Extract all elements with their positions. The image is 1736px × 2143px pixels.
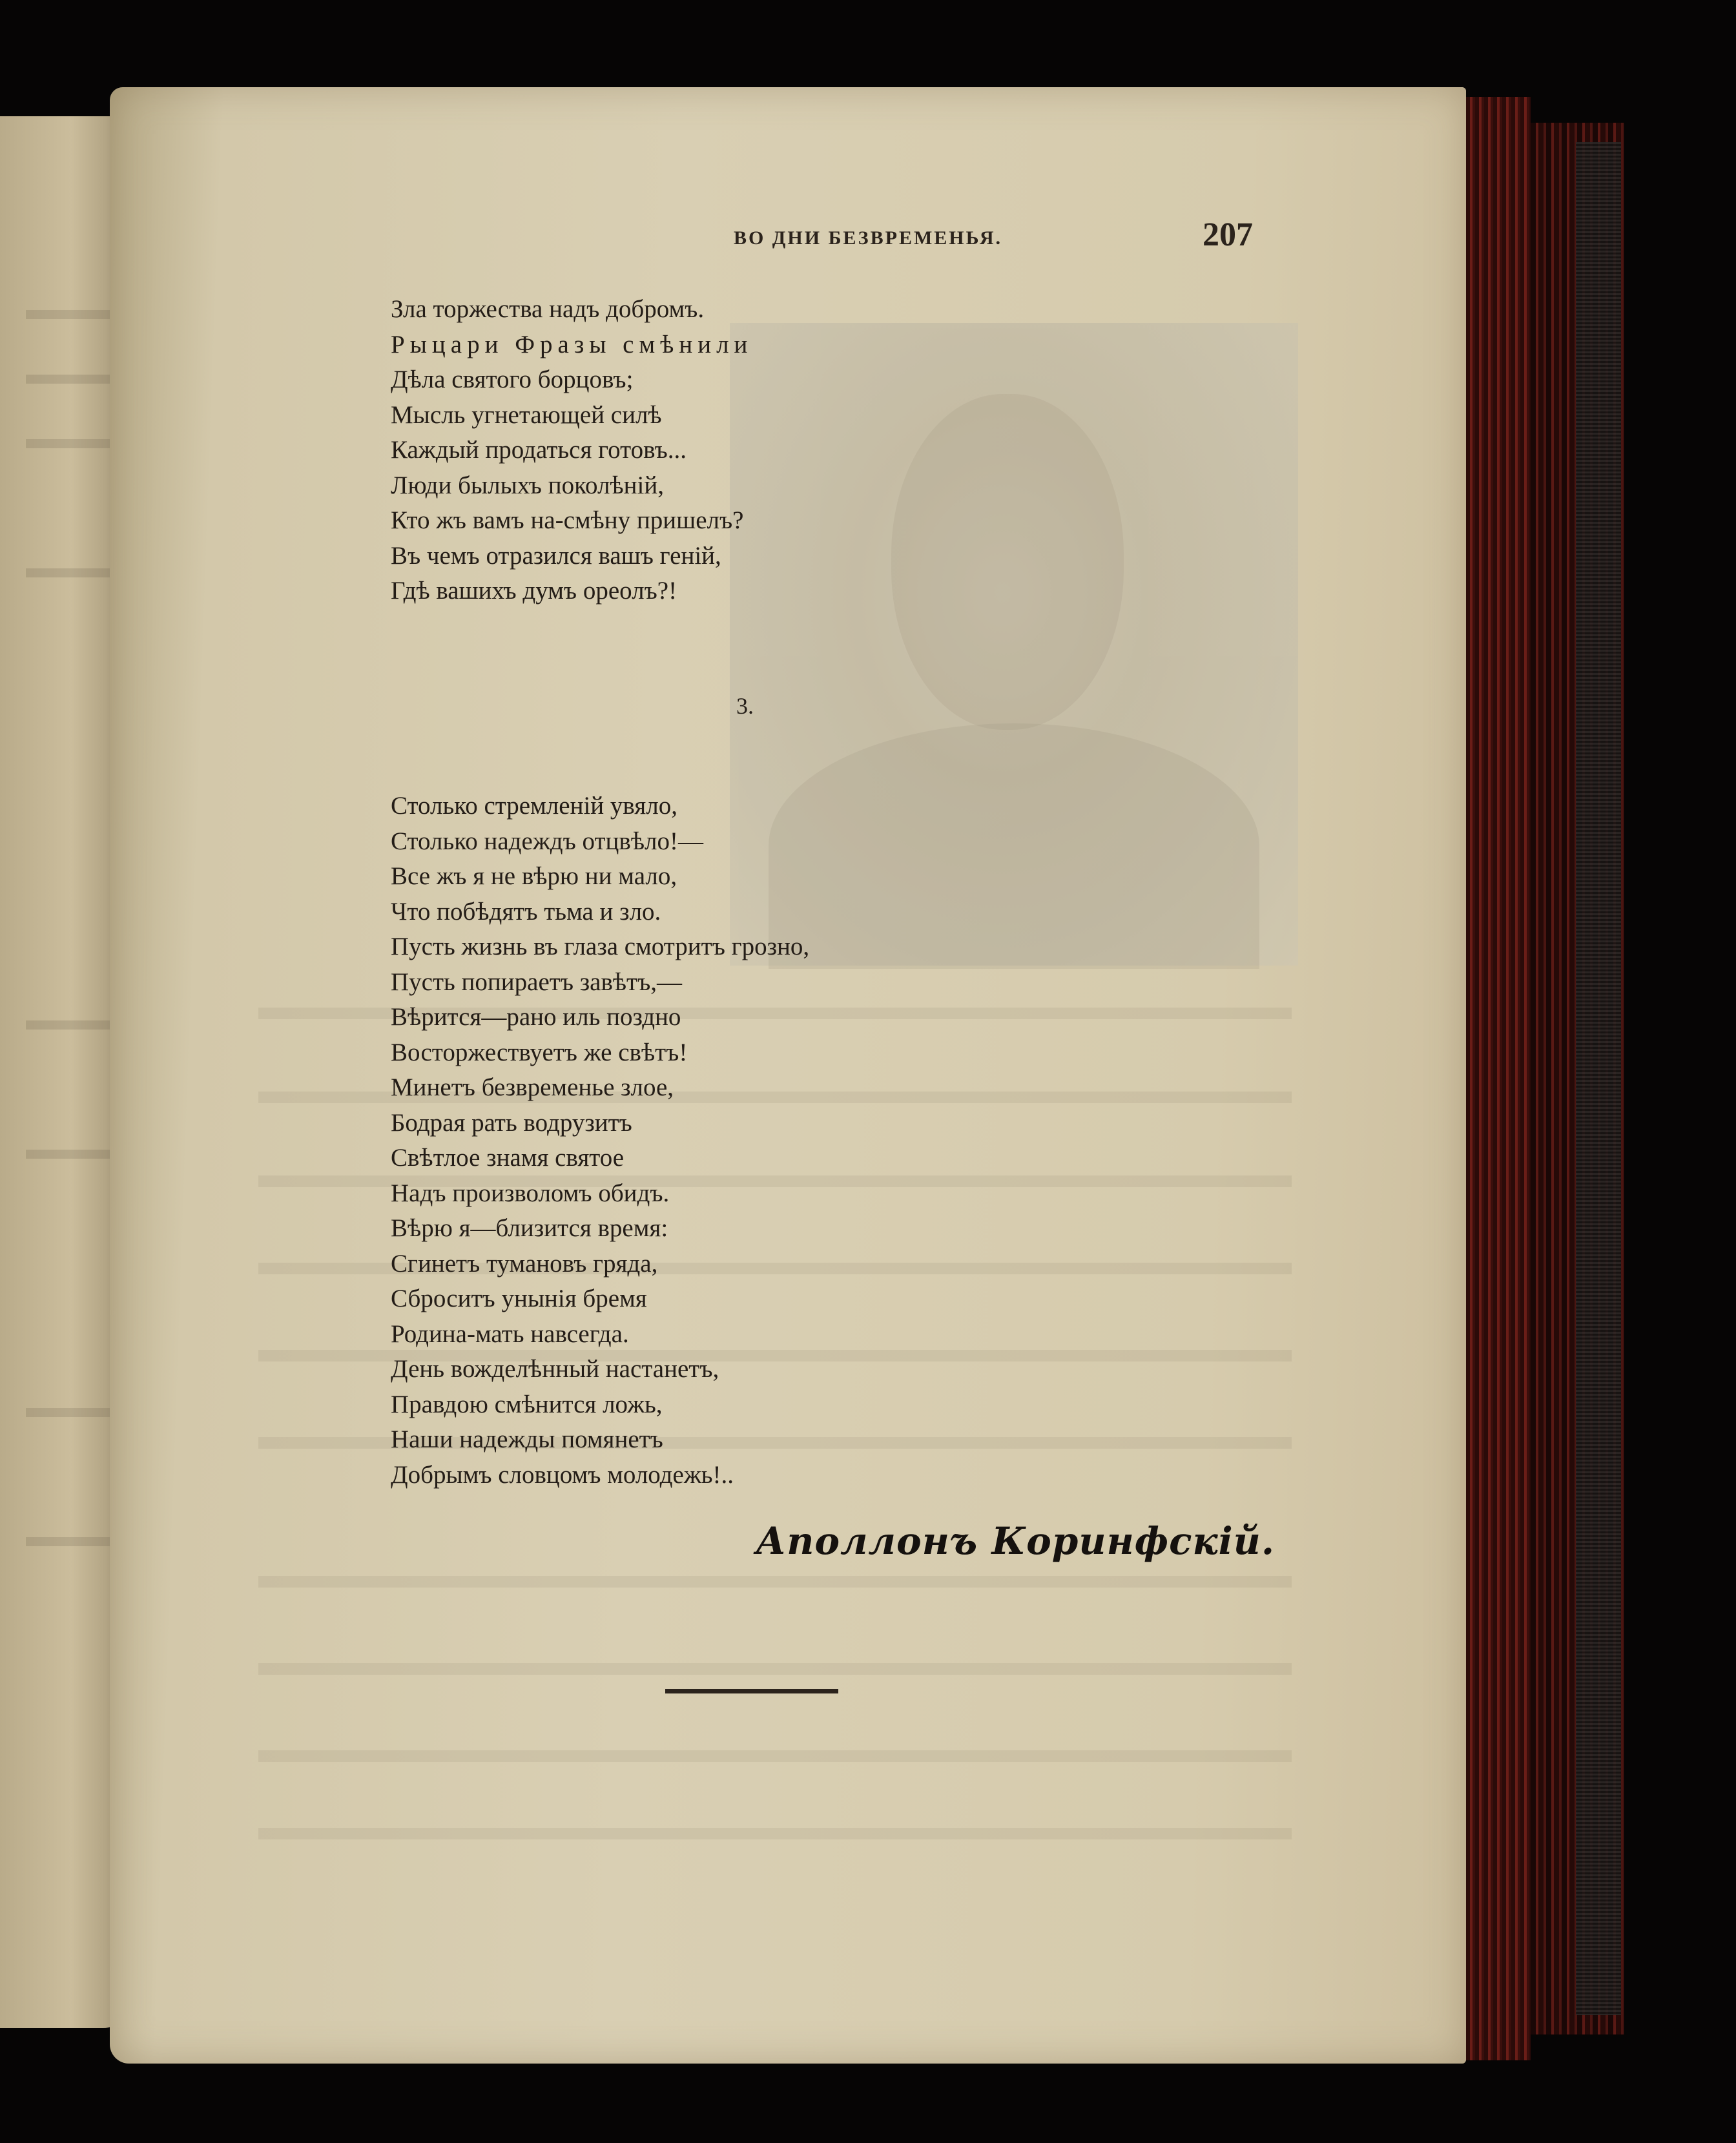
poem-line: Свѣтлое знамя святое [391, 1144, 625, 1172]
poem-line: Пусть попираетъ завѣтъ,— [391, 968, 683, 996]
bleed-line [26, 1020, 123, 1030]
bleed-line [26, 310, 123, 319]
poem-line: Родина-мать навсегда. [391, 1320, 629, 1348]
poem-line: Зла торжества надъ добромъ. [391, 295, 705, 323]
poem-line: Добрымъ словцомъ молодежь!.. [391, 1460, 734, 1489]
bleed-line [258, 1750, 1292, 1762]
poem-line: Надъ произволомъ обидъ. [391, 1179, 670, 1207]
poem-line: Пусть жизнь въ глаза смотритъ грозно, [391, 933, 810, 960]
poem-line: Рыцари Фразы смѣнили [391, 330, 753, 358]
bleed-line [26, 439, 123, 448]
bleed-through-portrait [730, 323, 1298, 966]
poem-line: День вожделѣнный настанетъ, [391, 1355, 719, 1383]
poem-line: Правдою смѣнится ложь, [391, 1390, 663, 1418]
bleed-line [26, 1408, 123, 1417]
poem-line: Люди былыхъ поколѣній, [391, 471, 665, 499]
portrait-shoulder-shape [769, 723, 1259, 969]
end-rule-divider [665, 1689, 838, 1693]
poem-line: Столько стремленій увяло, [391, 792, 677, 820]
poem-line: Гдѣ вашихъ думъ ореолъ?! [391, 577, 677, 605]
poem-stanza-a [391, 292, 752, 609]
poem-line: Въ чемъ отразился вашъ геній, [391, 541, 721, 570]
book-cover-edge [1576, 142, 1621, 2015]
poem-line: Кто жъ вамъ на-смѣну пришелъ? [391, 506, 744, 534]
running-head: ВО ДНИ БЕЗВРЕМЕНЬЯ. [733, 227, 1003, 249]
bleed-line [258, 1828, 1292, 1839]
poem-line: Мысль угнетающей силѣ [391, 400, 662, 429]
poem-line: Вѣрится—рано иль поздно [391, 1003, 681, 1031]
bleed-line [26, 1150, 123, 1159]
section-number: 3. [736, 693, 754, 719]
poem-stanza-b [391, 789, 809, 1493]
poem-line: Все жъ я не вѣрю ни мало, [391, 862, 677, 890]
poem-line: Вѣрю я—близится время: [391, 1214, 668, 1242]
poem-line: Дѣла святого борцовъ; [391, 366, 634, 393]
bleed-line [26, 1537, 123, 1546]
page-block-edge [1466, 97, 1531, 2060]
poem-line: Каждый продаться готовъ... [391, 436, 687, 464]
poem-line: Сгинетъ тумановъ гряда, [391, 1249, 658, 1278]
portrait-head-shape [891, 394, 1124, 730]
poem-line: Наши надежды помянетъ [391, 1425, 663, 1453]
bleed-line [26, 568, 123, 577]
poem-line: Минетъ безвременье злое, [391, 1073, 674, 1101]
poem-line: Столько надеждъ отцвѣло!— [391, 827, 703, 855]
bleed-line [26, 375, 123, 384]
bleed-line [258, 1576, 1292, 1588]
poem-line: Бодрая рать водрузитъ [391, 1108, 632, 1137]
poem-line: Сброситъ унынія бремя [391, 1285, 647, 1312]
poem-line: Восторжествуетъ же свѣтъ! [391, 1038, 688, 1066]
poem-line: Что побѣдятъ тьма и зло. [391, 897, 661, 926]
author-signature: Аполлонъ Коринфскій. [756, 1519, 1276, 1563]
page-number: 207 [1203, 216, 1253, 253]
bleed-line [258, 1663, 1292, 1675]
